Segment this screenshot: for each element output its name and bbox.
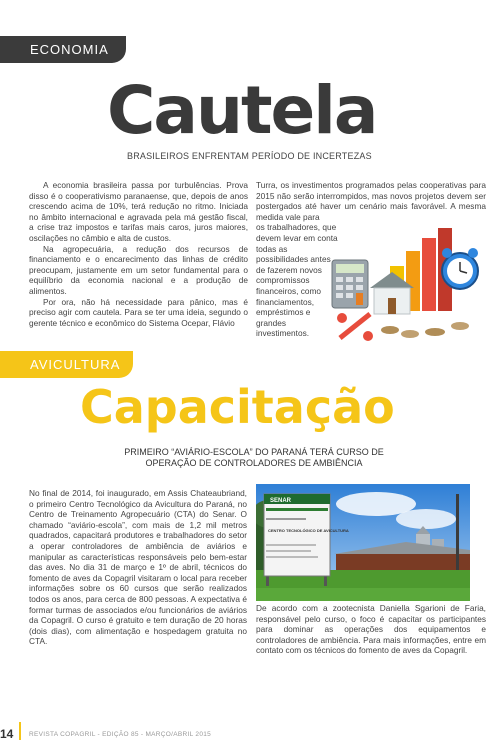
page-number: 14 [0,727,14,741]
chart-bar-icon [422,238,436,311]
article-title-cautela: Cautela [107,72,377,149]
section-tag-avicultura: AVICULTURA [0,351,133,378]
aviary-center-photo [256,484,470,601]
footer-divider [19,722,21,740]
paragraph-narrow: os trabalhadores, que devem levar em conta todas as possibilidades antes de fazerem novos compromissos financeiros, como financiamentos, empréstimos e grandes investimentos. [256,222,338,339]
paragraph: De acordo com a zootecnista Daniella Sgarioni de Faria, responsável pelo curso, o foco é capacitar os participantes para dominar as operações dos equipamentos e controladores de ambiência. Para mais informações, entre em contato com os técnicos do fomento de aves da Copagril. [256,603,486,656]
article-subtitle-capacitacao [118,447,390,469]
footer-text: REVISTA COPAGRIL - EDIÇÃO 85 - MARÇO/ABRIL 2015 [29,731,212,738]
calculator-icon [332,260,368,308]
coins-icon [381,322,469,338]
paragraph: Na agropecuária, a redução dos recursos de financiamento e o encarecimento das linhas de crédito preocupam, justamente em um setor fundamental para o equilíbrio da economia nacional e a produção de alimentos. [29,243,248,296]
paragraph: No final de 2014, foi inaugurado, em Assis Chateaubriand, o primeiro Centro Tecnológico da Avicultura do Paraná, no Centro de Treinamento Agropecuário (CTA) do Senar. O chamado “aviário-escola”, com mais de 1,2 mil metros quadrados, capacitará produtores e trabalhadores do setor a operar controladores de ambiência de aviários e manipular as características responsáveis pelo bem-estar das aves. No dia 31 de março e 1º de abril, técnicos do fomento de aves da Copagril visitaram o local para receber informações sobre os 60 cursos que serão realizados todos os anos, para cerca de 800 pessoas. A expectativa é formar turmas de associados e/ou funcionários de aviários da Copagril. O curso é gratuito e tem duração de 20 horas (dois dias), com alimentação e hospedagem gratuita no CTA. [29,488,247,647]
subtitle-line: PRIMEIRO “AVIÁRIO-ESCOLA” DO PARANÁ TERÁ CURSO DE [124,447,384,457]
alarm-clock-icon [442,248,478,289]
article-column-3 [29,488,247,647]
subtitle-line: OPERAÇÃO DE CONTROLADORES DE AMBIÊNCIA [145,458,363,468]
paragraph: Turra, os investimentos programados pelas cooperativas para 2015 não serão interrompidos, mas novos projetos devem ser postergados até haver um cenário mais favorável. A mesma medida vale para [256,180,486,222]
article-column-1 [29,180,248,328]
sign-title-text: CENTRO TECNOLÓGICO DE AVICULTURA [268,528,349,533]
section-tag-economia: ECONOMIA [0,36,126,63]
finance-illustration [330,226,490,344]
article-title-capacitacao: Capacitação [80,380,395,434]
sign-logo-text: SENAR [270,498,292,504]
paragraph: A economia brasileira passa por turbulências. Prova disso é o cooperativismo paranaense, que, depois de anos crescendo acima de 10%, terá redução no ritmo. Iniciada no âmbito internacional e agravada pela má gestão fiscal, a crise traz impostos e tarifas mais caros, juros maiores, oscilações no câmbio e alta de custos. [29,180,248,243]
paragraph: Por ora, não há necessidade para pânico, mas é preciso agir com cautela. Para se ter uma ideia, segundo o gerente técnico e econômico do Sistema Ocepar, Flávio [29,296,248,328]
article-subtitle-cautela: BRASILEIROS ENFRENTAM PERÍODO DE INCERTEZAS [127,151,372,161]
percent-sign-icon [337,313,373,341]
article-column-4 [256,603,486,656]
